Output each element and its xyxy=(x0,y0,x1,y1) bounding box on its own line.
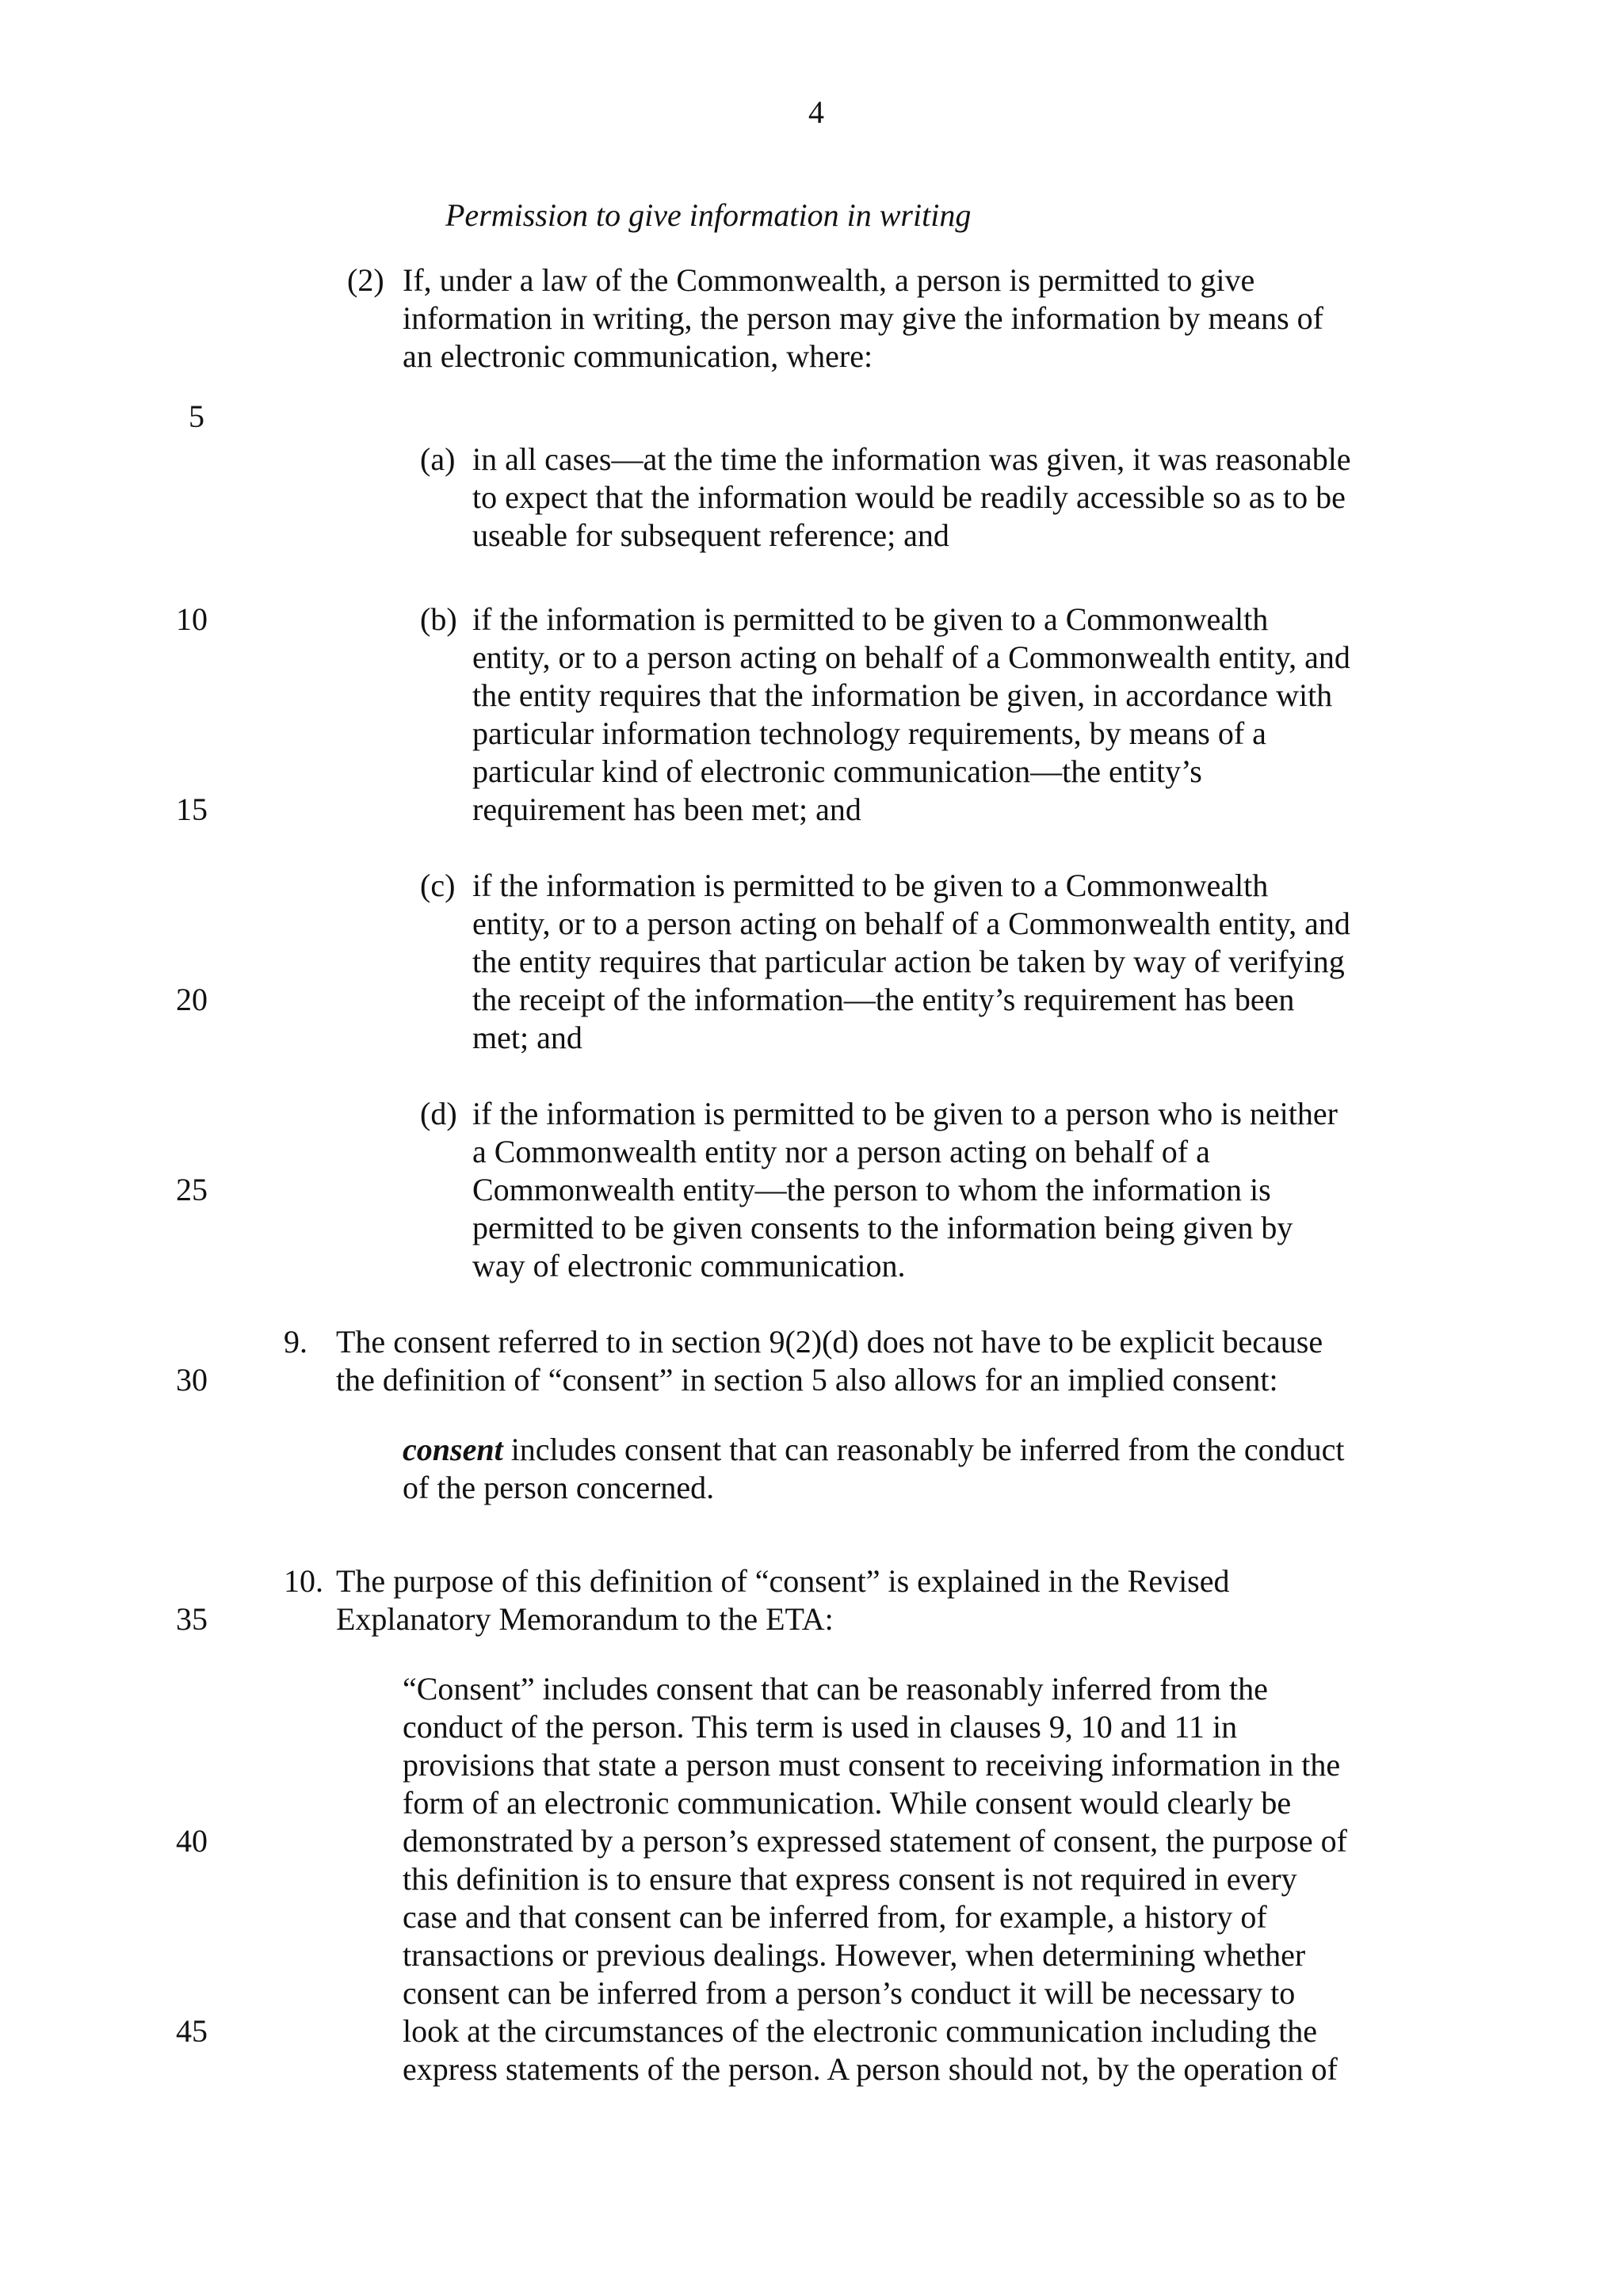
item-9-number: 9. xyxy=(284,1324,307,1360)
paragraph-label-b: (b) xyxy=(420,601,457,637)
paragraph-label-d: (d) xyxy=(420,1096,457,1131)
defined-term: consent xyxy=(403,1432,503,1467)
text-line: consent can be inferred from a person’s conduct it will be necessary to xyxy=(403,1975,1296,2011)
line-number-35: 35 xyxy=(176,1601,208,1637)
text-line: the definition of “consent” in section 5 also allows for an implied consent: xyxy=(336,1362,1278,1398)
paragraph-label-a: (a) xyxy=(420,441,456,477)
paragraph-b-text xyxy=(472,601,1455,829)
subsection-label: (2) xyxy=(347,262,384,298)
text-line: look at the circumstances of the electronic communication including the xyxy=(403,2013,1318,2049)
paragraph-d-text xyxy=(472,1095,1455,1285)
text-line: if the information is permitted to be given to a Commonwealth xyxy=(472,868,1269,903)
text-line: Commonwealth entity—the person to whom the information is xyxy=(472,1172,1271,1207)
line-number-40: 40 xyxy=(176,1823,208,1859)
line-number-45: 45 xyxy=(176,2013,208,2049)
text-line: useable for subsequent reference; and xyxy=(472,517,949,553)
text-line: case and that consent can be inferred from, for example, a history of xyxy=(403,1899,1267,1935)
definition-quote xyxy=(403,1431,1385,1507)
text-line: If, under a law of the Commonwealth, a person is permitted to give xyxy=(403,262,1255,298)
line-number-15: 15 xyxy=(176,791,208,827)
subsection-text xyxy=(403,261,1385,376)
paragraph-a-text xyxy=(472,441,1455,555)
text-line: demonstrated by a person’s expressed statement of consent, the purpose of xyxy=(403,1823,1347,1859)
definition-rest: includes consent that can reasonably be inferred from the conduct xyxy=(502,1432,1345,1467)
text-line: requirement has been met; and xyxy=(472,791,861,827)
section-heading: Permission to give information in writing xyxy=(445,197,972,233)
text-line: met; and xyxy=(472,1020,582,1055)
text-line: if the information is permitted to be given to a Commonwealth xyxy=(472,601,1269,637)
text-line: the receipt of the information—the entity’s requirement has been xyxy=(472,982,1295,1017)
text-line: the entity requires that the information be given, in accordance with xyxy=(472,677,1333,713)
text-line: “Consent” includes consent that can be reasonably inferred from the xyxy=(403,1671,1268,1707)
text-line: to expect that the information would be readily accessible so as to be xyxy=(472,479,1346,515)
text-line: entity, or to a person acting on behalf of a Commonwealth entity, and xyxy=(472,906,1350,941)
text-line: the entity requires that particular action be taken by way of verifying xyxy=(472,944,1345,979)
text-line: information in writing, the person may give the information by means of xyxy=(403,300,1323,336)
text-line: Explanatory Memorandum to the ETA: xyxy=(336,1601,834,1637)
line-number-30: 30 xyxy=(176,1362,208,1398)
text-line: way of electronic communication. xyxy=(472,1248,906,1283)
text-line: this definition is to ensure that express consent is not required in every xyxy=(403,1861,1297,1897)
line-number-25: 25 xyxy=(176,1172,208,1207)
item-9-text xyxy=(336,1323,1323,1399)
text-line: if the information is permitted to be given to a person who is neither xyxy=(472,1096,1338,1131)
line-number-10: 10 xyxy=(176,601,208,637)
text-line: form of an electronic communication. While consent would clearly be xyxy=(403,1785,1292,1821)
paragraph-label-c: (c) xyxy=(420,868,456,903)
line-number-5: 5 xyxy=(189,399,204,434)
line-number-20: 20 xyxy=(176,982,208,1017)
text-line: a Commonwealth entity nor a person acting on behalf of a xyxy=(472,1134,1210,1169)
text-line: in all cases—at the time the information was given, it was reasonable xyxy=(472,441,1351,477)
text-line: of the person concerned. xyxy=(403,1470,715,1505)
text-line: The purpose of this definition of “consent” is explained in the Revised xyxy=(336,1563,1230,1599)
page-number: 4 xyxy=(808,94,824,130)
text-line: permitted to be given consents to the information being given by xyxy=(472,1210,1293,1245)
paragraph-c-text xyxy=(472,867,1455,1057)
text-line: particular information technology requirements, by means of a xyxy=(472,715,1266,751)
text-line: The consent referred to in section 9(2)(d) does not have to be explicit because xyxy=(336,1324,1323,1360)
item-10-text xyxy=(336,1562,1319,1638)
text-line: an electronic communication, where: xyxy=(403,338,873,374)
text-line: conduct of the person. This term is used in clauses 9, 10 and 11 in xyxy=(403,1709,1238,1745)
text-line: express statements of the person. A person should not, by the operation of xyxy=(403,2051,1338,2087)
definition-first-line xyxy=(403,1431,1385,1469)
item-10-number: 10. xyxy=(284,1563,323,1599)
text-line: provisions that state a person must consent to receiving information in the xyxy=(403,1747,1341,1783)
text-line: particular kind of electronic communication—the entity’s xyxy=(472,753,1202,789)
text-line: transactions or previous dealings. However, when determining whether xyxy=(403,1937,1306,1973)
explanatory-quote xyxy=(403,1670,1385,2088)
text-line: entity, or to a person acting on behalf of a Commonwealth entity, and xyxy=(472,639,1350,675)
